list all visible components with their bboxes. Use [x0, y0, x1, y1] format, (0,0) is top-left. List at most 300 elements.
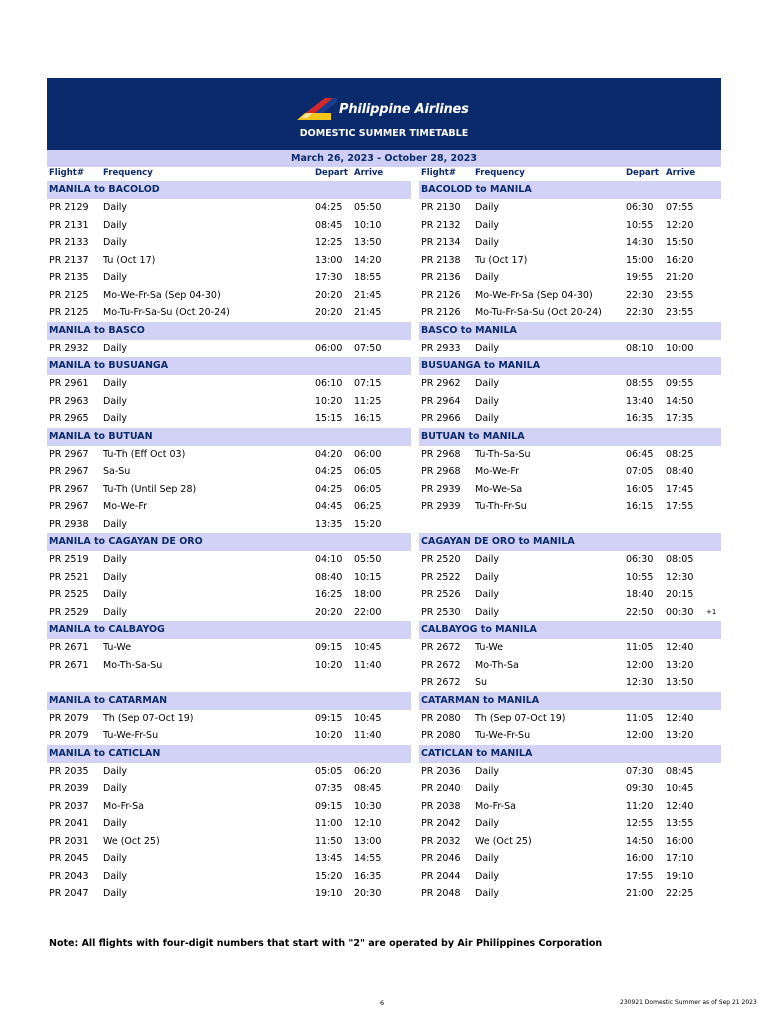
- flight-number: PR 2520: [421, 554, 461, 565]
- flight-row: [419, 710, 768, 728]
- arrive-time: 12:30: [666, 571, 694, 583]
- flight-number: PR 2129: [49, 202, 89, 213]
- frequency: Daily: [103, 413, 128, 424]
- flight-row: [47, 498, 411, 516]
- depart-time: 12:55: [626, 818, 654, 829]
- flight-number: PR 2079: [49, 730, 89, 741]
- arrive-time: 21:20: [666, 272, 694, 283]
- frequency-header: Frequency: [103, 168, 153, 178]
- flight-number: PR 2519: [49, 554, 89, 565]
- frequency: Daily: [103, 818, 128, 829]
- frequency: Daily: [103, 606, 128, 618]
- flight-row: [47, 710, 411, 728]
- frequency: Daily: [103, 765, 128, 777]
- frequency: Daily: [475, 378, 500, 389]
- arrive-time: 22:00: [354, 606, 382, 618]
- flight-row: [47, 639, 411, 657]
- flight-number: PR 2137: [49, 254, 89, 266]
- flight-row: [419, 446, 768, 464]
- flight-row: [47, 446, 411, 464]
- flight-row: [47, 551, 411, 569]
- flight-row: [47, 780, 411, 798]
- column-header: [47, 167, 411, 181]
- flight-number: PR 2036: [421, 765, 461, 777]
- arrive-time: 12:40: [666, 800, 694, 812]
- frequency: Tu (Oct 17): [475, 254, 528, 266]
- flight-number: PR 2529: [49, 606, 89, 618]
- depart-time: 10:55: [626, 219, 654, 231]
- flight-row: [419, 234, 768, 252]
- depart-time: 13:00: [315, 254, 343, 266]
- flight-number: PR 2045: [49, 853, 89, 864]
- flight-number: PR 2126: [421, 289, 461, 301]
- flight-row: [47, 815, 411, 833]
- title-banner: [47, 78, 721, 150]
- depart-time: 06:10: [315, 378, 343, 389]
- frequency: Mo-We-Fr: [475, 466, 520, 477]
- depart-time: 06:30: [626, 554, 654, 565]
- arrive-time: 06:05: [354, 466, 382, 477]
- arrive-time: 15:50: [666, 237, 694, 248]
- frequency: Mo-Tu-Fr-Sa-Su (Oct 20-24): [103, 307, 230, 318]
- flight-number: PR 2671: [49, 659, 89, 671]
- arrive-time: 17:55: [666, 501, 694, 512]
- flight-number: PR 2967: [49, 483, 89, 495]
- flight-number: PR 2038: [421, 800, 461, 812]
- depart-time: 15:20: [315, 870, 343, 882]
- flight-number: PR 2968: [421, 466, 461, 477]
- route-section-header: MANILA to CATICLAN: [47, 745, 411, 763]
- depart-time: 22:30: [626, 289, 654, 301]
- arrive-time: 18:00: [354, 589, 382, 600]
- flight-row: [47, 340, 411, 358]
- flight-row: [419, 850, 768, 868]
- frequency: Tu (Oct 17): [103, 254, 156, 266]
- depart-time: 09:15: [315, 800, 343, 812]
- flight-row: [47, 217, 411, 235]
- arrive-time: 16:15: [354, 413, 382, 424]
- flight-row: [47, 674, 411, 692]
- route-section-header: CATICLAN to MANILA: [419, 745, 721, 763]
- frequency: Mo-We-Sa: [475, 483, 523, 495]
- flight-row: [47, 586, 411, 604]
- flight-number: PR 2135: [49, 272, 89, 283]
- depart-time: 11:05: [626, 712, 654, 724]
- frequency: Tu-We: [103, 642, 132, 653]
- depart-time: 11:05: [626, 642, 654, 653]
- frequency: Mo-We-Fr-Sa (Sep 04-30): [475, 289, 593, 301]
- flight-number: PR 2043: [49, 870, 89, 882]
- flight-number: PR 2032: [421, 835, 461, 847]
- frequency: Daily: [103, 589, 128, 600]
- flight-number: PR 2125: [49, 307, 89, 318]
- route-section-header: BUTUAN to MANILA: [419, 428, 721, 446]
- depart-time: 20:20: [315, 606, 343, 618]
- flight-row: [419, 463, 768, 481]
- flight-row: [419, 833, 768, 851]
- flight-row: [47, 885, 411, 903]
- frequency: Mo-Th-Sa: [475, 659, 519, 671]
- frequency: Th (Sep 07-Oct 19): [103, 712, 194, 724]
- depart-time: 06:45: [626, 448, 654, 460]
- arrive-time: 17:10: [666, 853, 694, 864]
- depart-time: 08:55: [626, 378, 654, 389]
- depart-header: Depart: [315, 168, 348, 178]
- flight-number: PR 2037: [49, 800, 89, 812]
- arrive-time: 12:10: [354, 818, 382, 829]
- arrive-time: 10:45: [666, 783, 694, 794]
- frequency: Daily: [475, 554, 500, 565]
- timetable-subtitle: DOMESTIC SUMMER TIMETABLE: [299, 128, 469, 139]
- flight-row: [47, 234, 411, 252]
- frequency: Tu-Th (Eff Oct 03): [103, 448, 186, 460]
- frequency: Daily: [475, 413, 500, 424]
- frequency: We (Oct 25): [103, 835, 160, 847]
- frequency: Daily: [103, 272, 128, 283]
- depart-time: 09:30: [626, 783, 654, 794]
- depart-time: 15:00: [626, 254, 654, 266]
- arrive-header: Arrive: [666, 168, 696, 178]
- arrive-time: 12:40: [666, 642, 694, 653]
- arrive-time: 05:50: [354, 554, 382, 565]
- flight-row: [419, 674, 768, 692]
- arrive-time: 10:30: [354, 800, 382, 812]
- flight-number: PR 2080: [421, 712, 461, 724]
- frequency: Tu-We: [475, 642, 504, 653]
- depart-time: 17:30: [315, 272, 343, 283]
- arrive-time: 23:55: [666, 289, 694, 301]
- depart-time: 12:00: [626, 659, 654, 671]
- arrive-time: 09:55: [666, 378, 694, 389]
- flight-number: PR 2672: [421, 677, 461, 688]
- flight-row: [419, 199, 768, 217]
- date-range: March 26, 2023 - October 28, 2023: [47, 150, 721, 167]
- frequency: Daily: [103, 888, 128, 899]
- depart-time: 09:15: [315, 642, 343, 653]
- flight-row: [419, 287, 768, 305]
- route-section-header: MANILA to BUTUAN: [47, 428, 411, 446]
- depart-time: 10:55: [626, 571, 654, 583]
- arrive-time: 13:20: [666, 659, 694, 671]
- flight-row: [419, 569, 768, 587]
- arrive-time: 16:35: [354, 870, 382, 882]
- arrive-time: 06:05: [354, 483, 382, 495]
- arrive-time: 18:55: [354, 272, 382, 283]
- arrive-time: 20:30: [354, 888, 382, 899]
- arrive-time: 08:45: [666, 765, 694, 777]
- frequency: Daily: [475, 888, 500, 899]
- route-section-header: CAGAYAN DE ORO to MANILA: [419, 533, 721, 551]
- depart-time: 19:10: [315, 888, 343, 899]
- frequency: Daily: [475, 272, 500, 283]
- next-day-marker: +1: [706, 607, 717, 616]
- arrive-time: 07:50: [354, 342, 382, 354]
- flight-number: PR 2939: [421, 501, 461, 512]
- depart-time: 11:20: [626, 800, 654, 812]
- flight-row: [47, 375, 411, 393]
- frequency: Daily: [475, 606, 500, 618]
- flight-number: PR 2525: [49, 589, 89, 600]
- flight-header: Flight#: [49, 168, 84, 178]
- depart-time: 10:20: [315, 730, 343, 741]
- flight-row: [419, 252, 768, 270]
- frequency: Daily: [103, 783, 128, 794]
- flight-row: [419, 481, 768, 499]
- frequency: Daily: [475, 395, 500, 407]
- depart-time: 16:15: [626, 501, 654, 512]
- arrive-time: 20:15: [666, 589, 694, 600]
- depart-time: 21:00: [626, 888, 654, 899]
- flight-row: [47, 516, 411, 534]
- flight-number: PR 2967: [49, 501, 89, 512]
- arrive-time: 16:20: [666, 254, 694, 266]
- route-section-header: CALBAYOG to MANILA: [419, 621, 721, 639]
- flight-number: PR 2136: [421, 272, 461, 283]
- flight-number: PR 2031: [49, 835, 89, 847]
- depart-time: 08:45: [315, 219, 343, 231]
- arrive-time: 21:45: [354, 289, 382, 301]
- page-number: 6: [380, 999, 385, 1007]
- flight-row: [47, 304, 411, 322]
- depart-time: 17:55: [626, 870, 654, 882]
- operator-note: Note: All flights with four-digit numbers that start with "2" are operated by Air Philippines Corporation: [49, 938, 603, 949]
- arrive-time: 13:50: [354, 237, 382, 248]
- frequency: Tu-Th-Fr-Su: [475, 501, 527, 512]
- depart-time: 12:00: [626, 730, 654, 741]
- flight-row: [419, 639, 768, 657]
- flight-row: [419, 217, 768, 235]
- flight-row: [419, 340, 768, 358]
- flight-number: PR 2526: [421, 589, 461, 600]
- frequency: Tu-We-Fr-Su: [475, 730, 531, 741]
- depart-time: 13:40: [626, 395, 654, 407]
- frequency: Daily: [103, 237, 128, 248]
- inbound-column: [419, 167, 768, 903]
- frequency: We (Oct 25): [475, 835, 532, 847]
- flight-number: PR 2968: [421, 448, 461, 460]
- depart-header: Depart: [626, 168, 659, 178]
- arrive-time: 07:15: [354, 378, 382, 389]
- airline-name: Philippine Airlines: [339, 101, 469, 117]
- flight-number: PR 2965: [49, 413, 89, 424]
- flight-row: [47, 481, 411, 499]
- flight-row: [47, 252, 411, 270]
- arrive-time: 08:25: [666, 448, 694, 460]
- flight-number: PR 2672: [421, 659, 461, 671]
- arrive-time: 12:40: [666, 712, 694, 724]
- depart-time: 06:30: [626, 202, 654, 213]
- depart-time: 04:25: [315, 466, 343, 477]
- flight-row: [47, 657, 411, 675]
- column-header: [419, 167, 768, 181]
- arrive-time: 00:30: [666, 606, 694, 618]
- flight-number: PR 2521: [49, 571, 89, 583]
- flight-row: [419, 727, 768, 745]
- flight-row: [47, 199, 411, 217]
- arrive-header: Arrive: [354, 168, 384, 178]
- flight-row: [419, 304, 768, 322]
- flight-number: PR 2125: [49, 289, 89, 301]
- flight-row: [419, 269, 768, 287]
- flight-row: [47, 727, 411, 745]
- depart-time: 04:25: [315, 202, 343, 213]
- flight-number: PR 2138: [421, 254, 461, 266]
- depart-time: 20:20: [315, 289, 343, 301]
- flight-row: [419, 885, 768, 903]
- arrive-time: 06:25: [354, 501, 382, 512]
- frequency: Th (Sep 07-Oct 19): [475, 712, 566, 724]
- route-section-header: BUSUANGA to MANILA: [419, 357, 721, 375]
- flight-number: PR 2939: [421, 483, 461, 495]
- depart-time: 16:35: [626, 413, 654, 424]
- frequency: Daily: [475, 342, 500, 354]
- depart-time: 13:45: [315, 853, 343, 864]
- flight-number: PR 2967: [49, 466, 89, 477]
- flight-number: PR 2961: [49, 378, 89, 389]
- frequency: Daily: [475, 571, 500, 583]
- flight-number: PR 2080: [421, 730, 461, 741]
- route-section-header: MANILA to BASCO: [47, 322, 411, 340]
- route-section-header: MANILA to CAGAYAN DE ORO: [47, 533, 411, 551]
- arrive-time: 13:20: [666, 730, 694, 741]
- flight-number: PR 2933: [421, 342, 461, 354]
- depart-time: 22:50: [626, 606, 654, 618]
- flight-number: PR 2963: [49, 395, 89, 407]
- frequency: Daily: [103, 571, 128, 583]
- arrive-time: 13:50: [666, 677, 694, 688]
- frequency: Daily: [475, 783, 500, 794]
- route-section-header: BASCO to MANILA: [419, 322, 721, 340]
- depart-time: 05:05: [315, 765, 343, 777]
- depart-time: 09:15: [315, 712, 343, 724]
- frequency: Daily: [475, 870, 500, 882]
- arrive-time: 11:40: [354, 730, 382, 741]
- frequency-header: Frequency: [475, 168, 525, 178]
- depart-time: 04:10: [315, 554, 343, 565]
- frequency: Daily: [475, 589, 500, 600]
- flight-number: PR 2044: [421, 870, 461, 882]
- depart-time: 16:25: [315, 589, 343, 600]
- outbound-column: [47, 167, 411, 903]
- frequency: Daily: [103, 853, 128, 864]
- arrive-time: 10:15: [354, 571, 382, 583]
- arrive-time: 07:55: [666, 202, 694, 213]
- frequency: Daily: [103, 202, 128, 213]
- arrive-time: 11:40: [354, 659, 382, 671]
- arrive-time: 10:45: [354, 712, 382, 724]
- arrive-time: 05:50: [354, 202, 382, 213]
- frequency: Mo-Fr-Sa: [103, 800, 144, 812]
- frequency: Daily: [103, 342, 128, 354]
- depart-time: 16:05: [626, 483, 654, 495]
- arrive-time: 22:25: [666, 888, 694, 899]
- flight-row: [47, 798, 411, 816]
- flight-row: [47, 850, 411, 868]
- depart-time: 11:00: [315, 818, 343, 829]
- flight-number: PR 2132: [421, 219, 461, 231]
- flight-row: [47, 287, 411, 305]
- frequency: Daily: [475, 219, 500, 231]
- flight-number: PR 2130: [421, 202, 461, 213]
- depart-time: 18:40: [626, 589, 654, 600]
- arrive-time: 12:20: [666, 219, 694, 231]
- depart-time: 08:10: [626, 342, 654, 354]
- arrive-time: 21:45: [354, 307, 382, 318]
- flight-number: PR 2671: [49, 642, 89, 653]
- footer-text: 230921 Domestic Summer as of Sep 21 2023: [620, 999, 757, 1006]
- frequency: Mo-We-Fr-Sa (Sep 04-30): [103, 289, 221, 301]
- arrive-time: 17:45: [666, 483, 694, 495]
- frequency: Daily: [475, 237, 500, 248]
- depart-time: 14:50: [626, 835, 654, 847]
- flight-number: PR 2962: [421, 378, 461, 389]
- flight-row: [419, 586, 768, 604]
- flight-row: [419, 551, 768, 569]
- flight-row: [419, 498, 768, 516]
- airline-logo: [295, 96, 469, 122]
- flight-row: [419, 604, 768, 622]
- arrive-time: 17:35: [666, 413, 694, 424]
- flight-row: [47, 269, 411, 287]
- frequency: Daily: [475, 818, 500, 829]
- frequency: Daily: [103, 395, 128, 407]
- frequency: Daily: [103, 518, 128, 530]
- arrive-time: 11:25: [354, 395, 382, 407]
- flight-row: [419, 410, 768, 428]
- route-section-header: MANILA to BUSUANGA: [47, 357, 411, 375]
- arrive-time: 14:55: [354, 853, 382, 864]
- flight-number: PR 2039: [49, 783, 89, 794]
- flight-row: [419, 868, 768, 886]
- flight-row: [47, 569, 411, 587]
- flight-row: [47, 763, 411, 781]
- flight-row: [419, 657, 768, 675]
- flight-number: PR 2966: [421, 413, 461, 424]
- flight-number: PR 2040: [421, 783, 461, 794]
- frequency: Daily: [103, 378, 128, 389]
- route-section-header: MANILA to CATARMAN: [47, 692, 411, 710]
- flight-row: [419, 763, 768, 781]
- depart-time: 04:25: [315, 483, 343, 495]
- flight-number: PR 2079: [49, 712, 89, 724]
- depart-time: 12:25: [315, 237, 343, 248]
- flight-number: PR 2048: [421, 888, 461, 899]
- depart-time: 10:20: [315, 659, 343, 671]
- flight-number: PR 2967: [49, 448, 89, 460]
- flight-number: PR 2035: [49, 765, 89, 777]
- flight-header: Flight#: [421, 168, 456, 178]
- depart-time: 07:30: [626, 765, 654, 777]
- flight-number: PR 2046: [421, 853, 461, 864]
- depart-time: 14:30: [626, 237, 654, 248]
- flight-row: [419, 375, 768, 393]
- flight-row: [419, 798, 768, 816]
- arrive-time: 06:20: [354, 765, 382, 777]
- flight-number: PR 2133: [49, 237, 89, 248]
- arrive-time: 06:00: [354, 448, 382, 460]
- arrive-time: 13:00: [354, 835, 382, 847]
- philippine-airlines-logo-icon: [295, 96, 337, 122]
- flight-number: PR 2672: [421, 642, 461, 653]
- arrive-time: 19:10: [666, 870, 694, 882]
- flight-row: [47, 463, 411, 481]
- flight-number: PR 2964: [421, 395, 461, 407]
- route-section-header: CATARMAN to MANILA: [419, 692, 721, 710]
- flight-row: [419, 780, 768, 798]
- frequency: Su: [475, 677, 488, 688]
- arrive-time: 10:00: [666, 342, 694, 354]
- depart-time: 12:30: [626, 677, 654, 688]
